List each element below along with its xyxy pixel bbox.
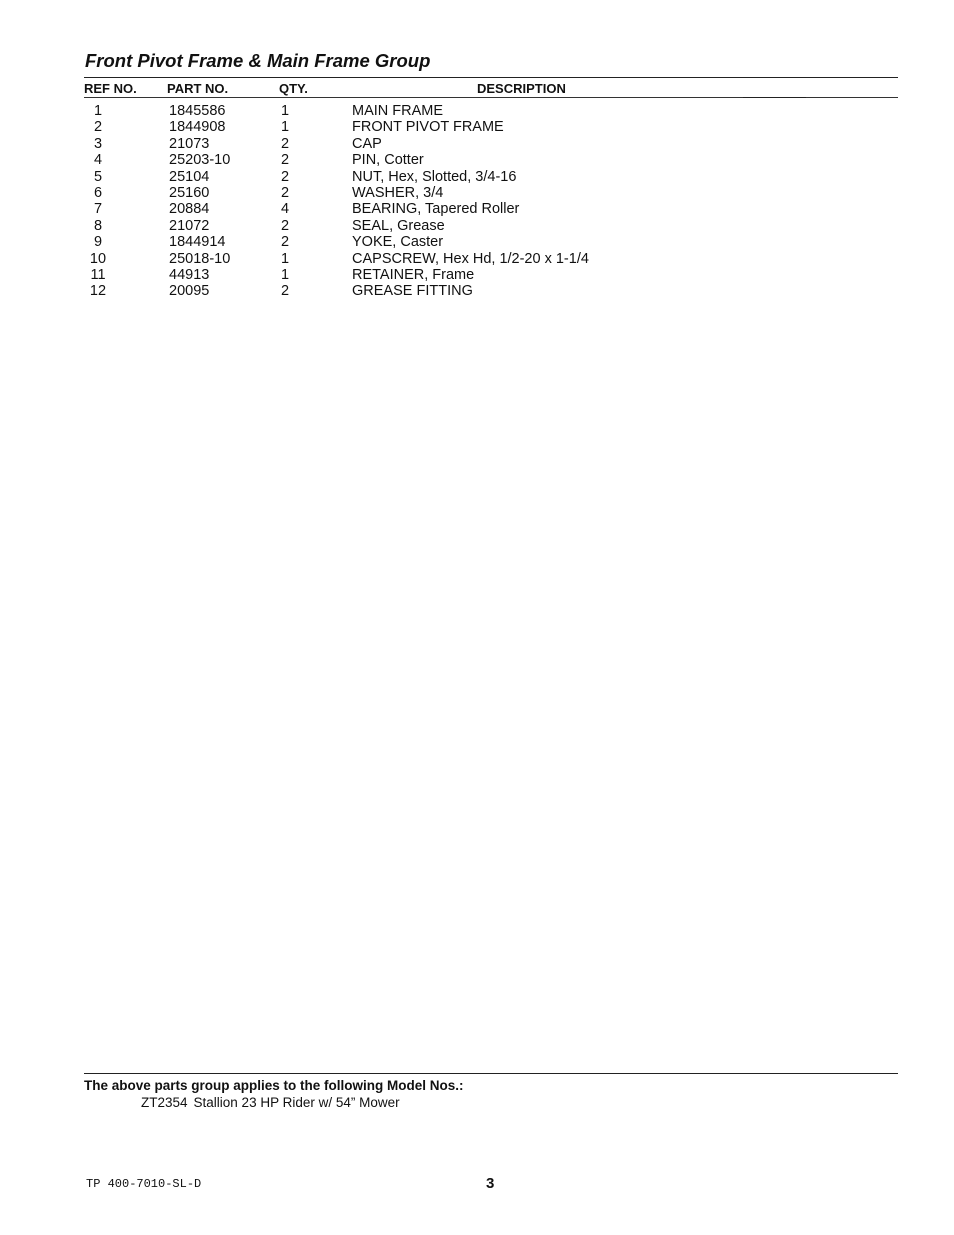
description-cell: RETAINER, Frame xyxy=(352,266,475,283)
table-header xyxy=(0,81,954,97)
qty-cell: 2 xyxy=(281,217,290,234)
description-cell: WASHER, 3/4 xyxy=(352,184,444,201)
ref-cell: 11 xyxy=(90,266,106,283)
header-ref-no: REF NO. xyxy=(84,81,137,96)
ref-cell: 5 xyxy=(93,168,103,185)
part-cell: 20095 xyxy=(169,283,210,300)
document-code: TP 400-7010-SL-D xyxy=(86,1177,202,1191)
qty-cell: 4 xyxy=(281,201,290,218)
description-cell: GREASE FITTING xyxy=(352,283,473,300)
ref-cell: 1 xyxy=(93,103,103,119)
qty-cell: 2 xyxy=(281,135,290,152)
qty-cell: 2 xyxy=(281,283,290,300)
description-cell: PIN, Cotter xyxy=(352,152,424,169)
description-cell: SEAL, Grease xyxy=(352,217,445,234)
description-cell: FRONT PIVOT FRAME xyxy=(352,119,504,136)
table-row xyxy=(0,185,954,201)
ref-cell: 4 xyxy=(93,152,103,169)
table-row xyxy=(0,119,954,135)
table-row xyxy=(0,152,954,168)
page-title: Front Pivot Frame & Main Frame Group xyxy=(85,50,431,71)
description-cell: BEARING, Tapered Roller xyxy=(352,201,520,218)
ref-cell: 9 xyxy=(93,234,103,251)
ref-cell: 2 xyxy=(93,119,103,136)
ref-cell: 6 xyxy=(93,184,103,201)
table-row xyxy=(0,169,954,185)
header-divider xyxy=(84,97,743,98)
qty-cell: 2 xyxy=(281,152,290,169)
qty-cell: 2 xyxy=(281,234,290,251)
part-cell: 1844914 xyxy=(169,234,226,251)
part-cell: 21072 xyxy=(169,217,210,234)
header-description: DESCRIPTION xyxy=(477,81,566,96)
table-row xyxy=(0,283,954,299)
qty-cell: 2 xyxy=(281,168,290,185)
part-cell: 20884 xyxy=(169,201,210,218)
ref-cell: 3 xyxy=(93,135,103,152)
table-row xyxy=(0,234,954,250)
table-row xyxy=(0,201,954,217)
ref-cell: 7 xyxy=(93,201,103,218)
header-part-no: PART NO. xyxy=(167,81,229,96)
description-cell: MAIN FRAME xyxy=(352,103,444,119)
table-row xyxy=(0,136,954,152)
description-cell: CAPSCREW, Hex Hd, 1/2-20 x 1-1/4 xyxy=(352,250,589,267)
part-cell: 25104 xyxy=(169,168,210,185)
part-cell: 21073 xyxy=(169,135,210,152)
header-qty: QTY. xyxy=(279,81,308,96)
table-row xyxy=(0,251,954,267)
part-cell: 25203-10 xyxy=(169,152,231,169)
part-cell: 1844908 xyxy=(169,119,226,136)
header-divider-accent xyxy=(743,97,806,98)
model-name: Stallion 23 HP Rider w/ 54” Mower xyxy=(193,1095,400,1110)
table-row xyxy=(0,218,954,234)
description-cell: YOKE, Caster xyxy=(352,234,444,251)
table-row xyxy=(0,103,954,119)
header-divider-end xyxy=(806,97,898,98)
ref-cell: 12 xyxy=(89,283,107,300)
model-number: ZT2354 xyxy=(141,1095,188,1110)
footer-divider xyxy=(84,1073,898,1074)
qty-cell: 2 xyxy=(281,184,290,201)
applies-to-label: The above parts group applies to the following Model Nos.: xyxy=(84,1078,464,1093)
parts-table-body xyxy=(0,103,954,300)
ref-cell: 10 xyxy=(89,250,107,267)
part-cell: 44913 xyxy=(169,266,210,283)
qty-cell: 1 xyxy=(281,103,290,119)
description-cell: CAP xyxy=(352,135,382,152)
part-cell: 1845586 xyxy=(169,103,226,119)
title-divider xyxy=(84,77,898,78)
qty-cell: 1 xyxy=(281,119,290,136)
ref-cell: 8 xyxy=(93,217,103,234)
page-number: 3 xyxy=(486,1175,495,1192)
model-entry xyxy=(141,1095,400,1110)
part-cell: 25018-10 xyxy=(169,250,231,267)
qty-cell: 1 xyxy=(281,250,290,267)
description-cell: NUT, Hex, Slotted, 3/4-16 xyxy=(352,168,517,185)
table-row xyxy=(0,267,954,283)
qty-cell: 1 xyxy=(281,266,290,283)
part-cell: 25160 xyxy=(169,184,210,201)
